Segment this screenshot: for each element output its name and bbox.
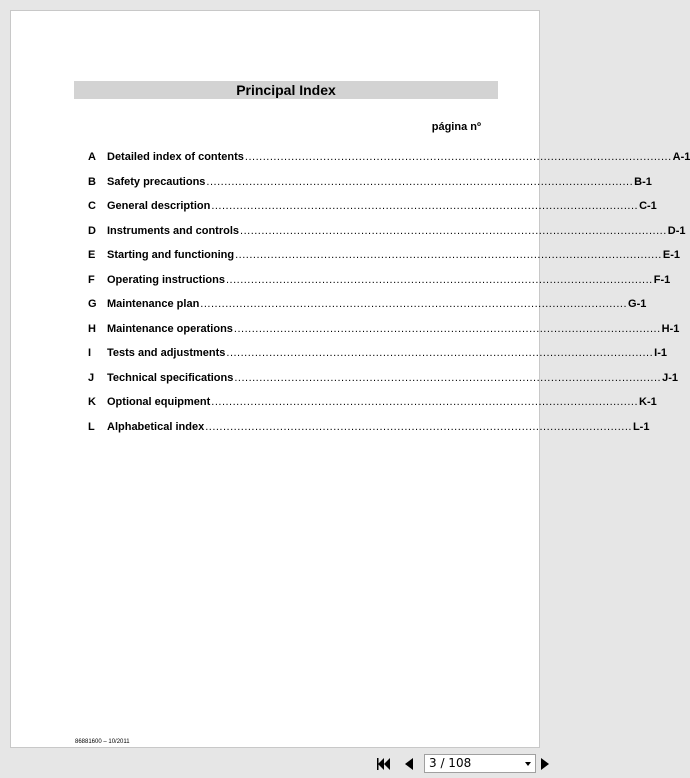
- toc-entry-leader: ........................................................................................................................: [240, 224, 667, 237]
- chevron-down-icon: [525, 762, 531, 766]
- skip-back-icon: [377, 757, 391, 771]
- first-page-button[interactable]: [376, 756, 392, 772]
- toc-entry-page: D-1: [667, 224, 686, 237]
- toc-entry[interactable]: [88, 317, 680, 342]
- toc-entry[interactable]: [88, 145, 690, 170]
- toc-entry-title: Detailed index of contents: [107, 151, 244, 164]
- toc-entry-title: Alphabetical index: [107, 420, 205, 433]
- toc-entry[interactable]: [88, 219, 686, 244]
- toc-entry-letter: A: [88, 151, 96, 164]
- toc-entry-page: J-1: [662, 371, 678, 384]
- toc-entry[interactable]: [88, 268, 671, 293]
- toc-entry-leader: ........................................................................................................................: [200, 298, 628, 311]
- toc-entry-title: Technical specifications: [107, 371, 234, 384]
- toc-entry-letter: H: [88, 322, 96, 335]
- toc-entry-letter: J: [88, 371, 95, 384]
- triangle-left-icon: [402, 757, 414, 771]
- previous-page-button[interactable]: [400, 756, 416, 772]
- toc-entry-leader: ........................................................................................................................: [234, 371, 662, 384]
- toc-entry-leader: ........................................................................................................................: [233, 322, 661, 335]
- toc-entry[interactable]: [88, 390, 657, 415]
- page-column-label: página nº: [431, 121, 481, 133]
- toc-entry-page: G-1: [628, 298, 647, 311]
- toc-entry[interactable]: [88, 415, 650, 440]
- page-title: Principal Index: [74, 81, 498, 99]
- toc-entry-leader: ........................................................................................................................: [226, 347, 654, 360]
- viewer-toolbar: [0, 750, 550, 778]
- toc-entry-title: Safety precautions: [107, 175, 206, 188]
- toc-entry[interactable]: [88, 341, 667, 366]
- toc-entry-title: Operating instructions: [107, 273, 225, 286]
- toc-entry[interactable]: [88, 170, 652, 195]
- toc-entry-letter: G: [88, 298, 97, 311]
- toc-entry-letter: I: [88, 347, 92, 360]
- toc-entry-page: L-1: [632, 420, 650, 433]
- toc-entry[interactable]: [88, 366, 678, 391]
- toc-entry-leader: ........................................................................................................................: [205, 420, 632, 433]
- toc-entry-page: K-1: [639, 396, 657, 409]
- toc-entry-letter: D: [88, 224, 96, 237]
- page-indicator: 3 / 108: [429, 756, 472, 770]
- toc-entry-leader: ........................................................................................................................: [244, 151, 672, 164]
- toc-entry-letter: K: [88, 396, 96, 409]
- next-page-button[interactable]: [540, 756, 550, 772]
- toc-entry[interactable]: [88, 243, 680, 268]
- toc-entry[interactable]: [88, 194, 657, 219]
- toc-entry[interactable]: [88, 292, 647, 317]
- toc-entry-letter: F: [88, 273, 95, 286]
- toc-entry-page: C-1: [639, 200, 657, 213]
- toc-entry-title: Maintenance operations: [107, 322, 233, 335]
- toc-entry-letter: B: [88, 175, 96, 188]
- toc-entry-title: Maintenance plan: [107, 298, 200, 311]
- triangle-right-icon: [540, 757, 550, 771]
- toc-entry-leader: ........................................................................................................................: [235, 249, 662, 262]
- toc-entry-page: I-1: [654, 347, 667, 360]
- document-page: [10, 10, 690, 748]
- toc-entry-leader: ........................................................................................................................: [211, 396, 639, 409]
- toc-entry-letter: L: [88, 420, 95, 433]
- toc-entry-page: B-1: [634, 175, 652, 188]
- toc-entry-title: Tests and adjustments: [107, 347, 226, 360]
- toc-entry-leader: ........................................................................................................................: [211, 200, 639, 213]
- toc-entry-page: H-1: [661, 322, 680, 335]
- toc-entry-page: E-1: [662, 249, 680, 262]
- toc-entry-title: Optional equipment: [107, 396, 211, 409]
- page-selector[interactable]: [424, 754, 536, 773]
- toc-entry-letter: E: [88, 249, 96, 262]
- toc-entry-letter: C: [88, 200, 96, 213]
- toc-entry-leader: ........................................................................................................................: [206, 175, 634, 188]
- footer-code: 86881600 – 10/2011: [75, 739, 130, 745]
- toc-entry-title: Starting and functioning: [107, 249, 235, 262]
- toc-entry-page: A-1: [672, 151, 690, 164]
- toc-entry-title: General description: [107, 200, 211, 213]
- toc-entry-title: Instruments and controls: [107, 224, 240, 237]
- toc-entry-page: F-1: [653, 273, 671, 286]
- toc-entry-leader: ........................................................................................................................: [225, 273, 653, 286]
- table-of-contents: [88, 145, 690, 439]
